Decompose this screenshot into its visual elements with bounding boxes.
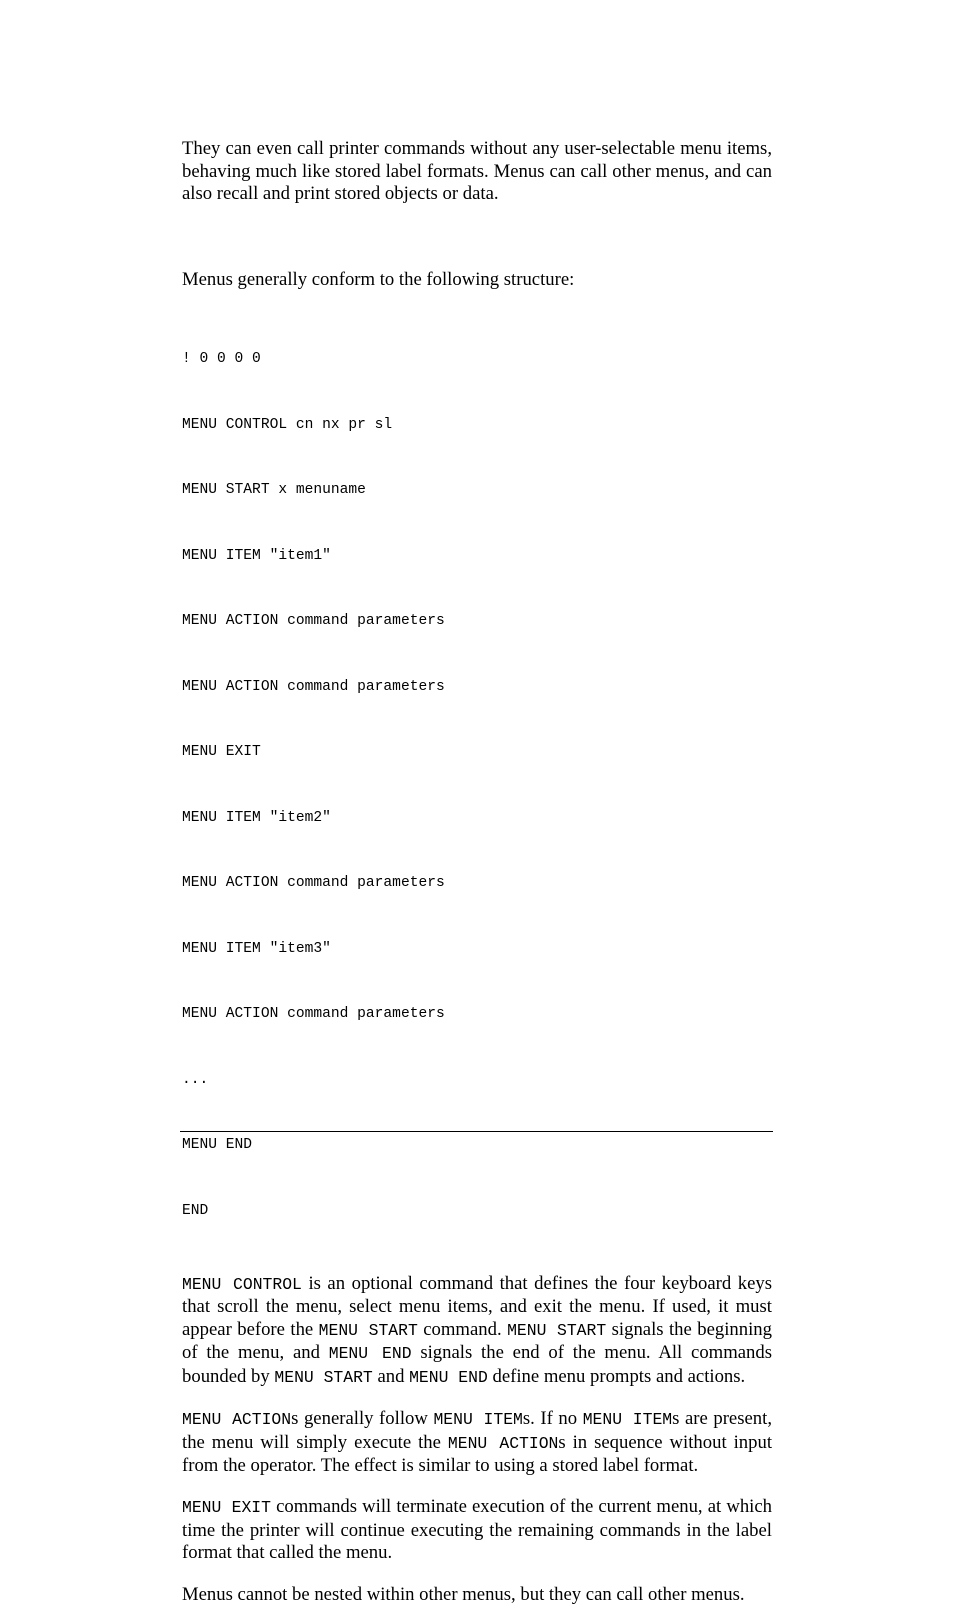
inline-code: MENU CONTROL — [182, 1274, 302, 1294]
code-line: MENU ITEM "item3" — [182, 940, 331, 957]
menu-control-paragraph — [182, 1273, 772, 1390]
code-line: MENU EXIT — [182, 744, 261, 761]
code-line: END — [182, 1202, 209, 1219]
inline-code: MENU ITEM — [433, 1409, 523, 1429]
inline-code: MENU START — [274, 1367, 373, 1387]
inline-code: MENU ITEM — [582, 1409, 673, 1429]
paragraph-text: define menu prompts and actions. — [487, 1365, 746, 1387]
inline-code: MENU ACTION — [182, 1409, 292, 1429]
paragraph-text: signals the end of the menu. All commands bounded by — [182, 1342, 772, 1387]
menu-structure-code-block — [182, 305, 772, 1266]
inline-code: MENU END — [409, 1367, 488, 1387]
paragraph-text: and — [372, 1365, 410, 1387]
paragraph-text: commands will terminate execution of the current menu, at which time the printer will continue executing the remaining commands in the label format that called the menu. — [182, 1496, 772, 1564]
code-line: MENU ITEM "item1" — [182, 547, 331, 564]
paragraph-text: s are present, the menu will simply execute the — [182, 1407, 772, 1453]
inline-code: MENU EXIT — [182, 1498, 271, 1518]
intro-continuation-paragraph: They can even call printer commands without any user-selectable menu items, behaving much like stored label formats. Menus can call other menus, and can also recall and print stored objects or data. — [182, 138, 772, 205]
code-line: MENU ACTION command parameters — [182, 1006, 445, 1023]
structure-lead-paragraph: Menus generally conform to the following structure: — [182, 268, 575, 290]
code-line: MENU END — [182, 1137, 253, 1154]
paragraph-text: s. If no — [522, 1407, 583, 1429]
paragraph-text: command. — [417, 1318, 508, 1340]
menu-nesting-paragraph: Menus cannot be nested within other menus, but they can call other menus. — [182, 1583, 745, 1605]
menu-exit-paragraph — [182, 1496, 772, 1565]
inline-code: MENU END — [328, 1344, 412, 1364]
code-line: ! 0 0 0 0 — [182, 351, 261, 368]
footer-divider — [180, 1131, 773, 1132]
page-body — [182, 138, 772, 1606]
inline-code: MENU START — [507, 1320, 607, 1340]
inline-code: MENU ACTION — [447, 1433, 559, 1453]
code-line: MENU START x menuname — [182, 482, 366, 499]
code-line: MENU ACTION command parameters — [182, 613, 445, 630]
code-line: MENU ITEM "item2" — [182, 809, 331, 826]
inline-code: MENU START — [318, 1320, 418, 1340]
paragraph-text: is an optional command that defines the four keyboard keys that scroll the menu, select menu items, and exit the menu. If used, it must appear before the — [182, 1272, 772, 1340]
code-line: MENU ACTION command parameters — [182, 875, 445, 892]
code-line: MENU CONTROL cn nx pr sl — [182, 416, 393, 433]
paragraph-text: s in sequence without input from the operator. The effect is similar to using a stored label format. — [182, 1431, 773, 1477]
paragraph-text: signals the beginning of the menu, and — [182, 1318, 772, 1364]
code-line: MENU ACTION command parameters — [182, 678, 445, 695]
menu-actions-paragraph — [182, 1408, 772, 1478]
paragraph-text: s generally follow — [291, 1407, 434, 1429]
code-line: ... — [182, 1071, 209, 1088]
